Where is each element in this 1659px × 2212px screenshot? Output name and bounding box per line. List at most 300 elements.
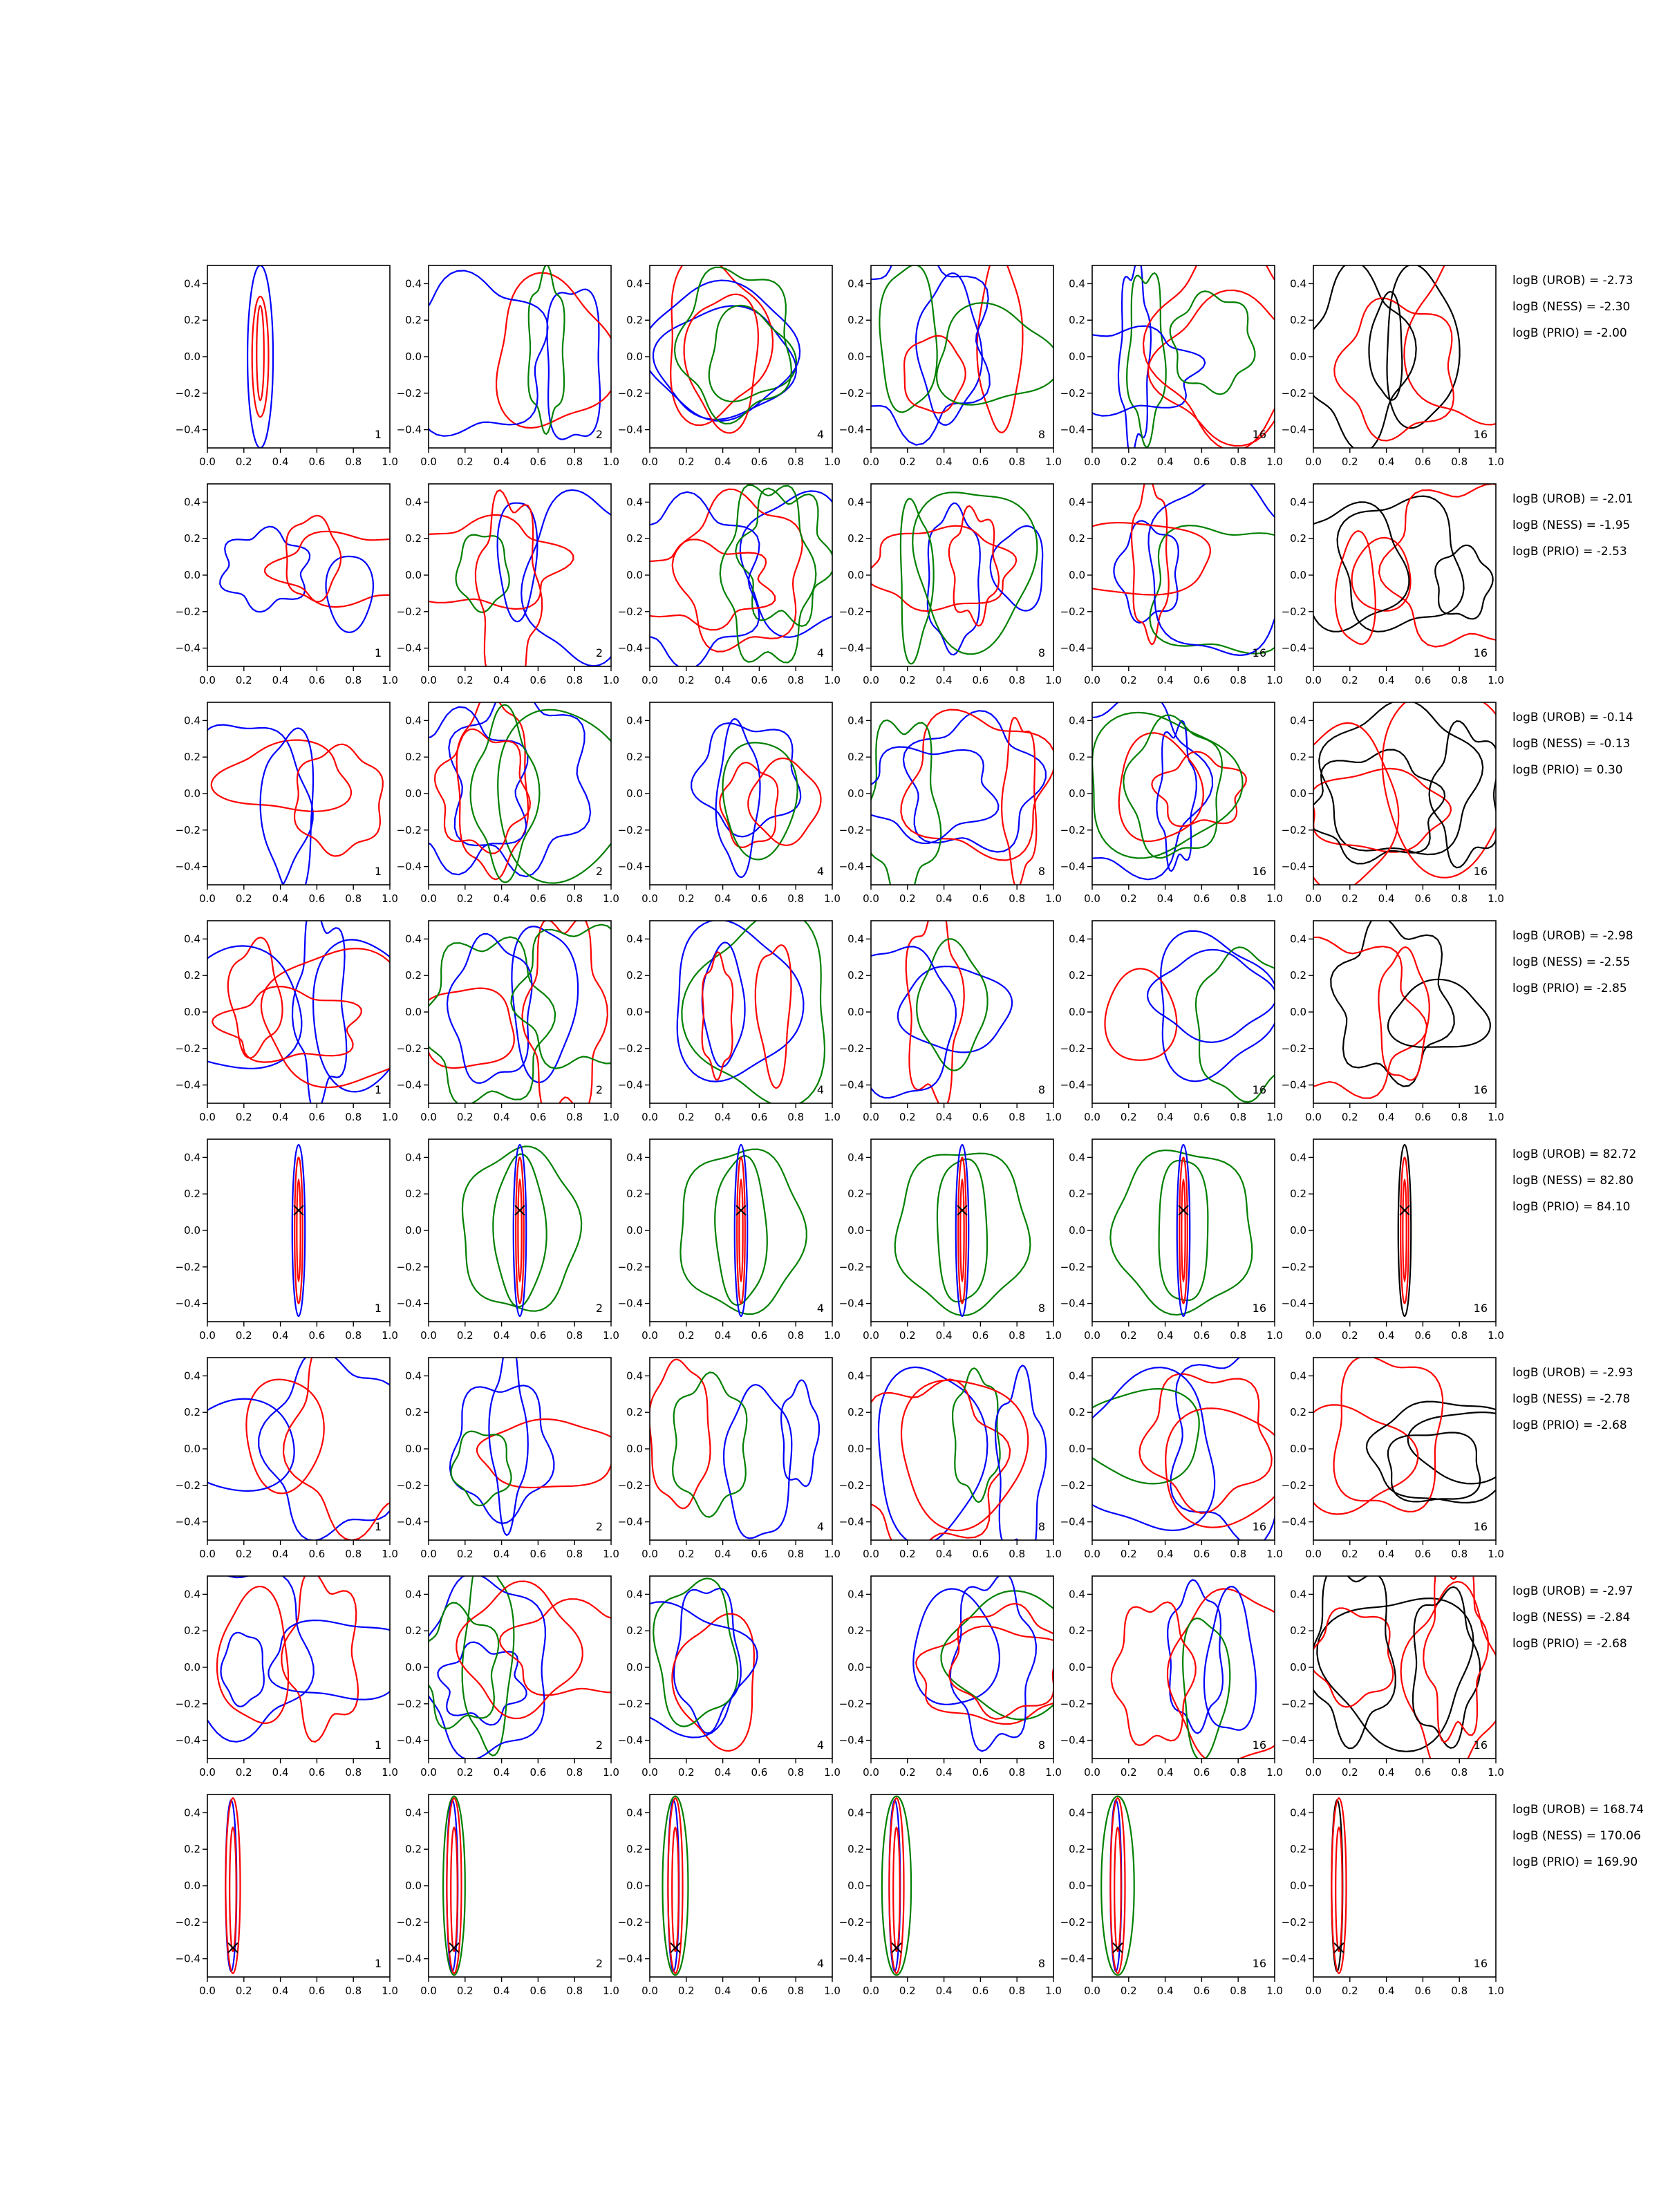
log-bayes-factor-label: logB (PRIO) = -2.68 (1512, 1418, 1627, 1432)
x-tick-label: 0.4 (1156, 1548, 1174, 1560)
x-tick-label: 0.2 (677, 1111, 695, 1123)
contour-green (653, 1578, 738, 1726)
log-bayes-factor-label: logB (UROB) = -2.97 (1512, 1584, 1633, 1598)
y-tick-label: 0.4 (405, 1369, 422, 1382)
panel-r3-c1 (170, 702, 398, 905)
y-tick-label: −0.2 (1060, 1697, 1085, 1710)
panel-label: 16 (1252, 1957, 1266, 1970)
y-tick-label: −0.2 (1281, 1915, 1306, 1929)
x-tick-label: 0.6 (972, 674, 989, 686)
x-tick-label: 0.0 (1305, 1111, 1322, 1123)
x-tick-label: 0.4 (272, 1548, 289, 1560)
y-tick-label: 0.0 (626, 1443, 643, 1455)
y-tick-label: −0.2 (838, 823, 864, 836)
x-tick-label: 0.8 (1009, 456, 1026, 468)
panel-label: 1 (374, 1957, 382, 1970)
panel-r4-c1 (166, 906, 422, 1123)
panel-label: 16 (1252, 428, 1266, 441)
panel-label: 2 (595, 1957, 603, 1970)
x-tick-label: 0.8 (787, 892, 805, 905)
panel-r4-c2 (397, 918, 646, 1123)
panel-r8-c5 (1060, 1794, 1283, 1997)
contour-black (1387, 265, 1460, 429)
x-tick-label: 0.2 (456, 1329, 474, 1342)
x-tick-label: 0.8 (345, 456, 362, 468)
panel-r4-c6 (1252, 917, 1504, 1123)
y-tick-label: 0.0 (184, 787, 200, 800)
y-tick-label: −0.2 (1060, 605, 1085, 618)
x-tick-label: 0.6 (529, 456, 547, 468)
x-tick-label: 1.0 (603, 1111, 619, 1123)
y-tick-label: −0.2 (1281, 386, 1306, 400)
panel-r7-c6 (1282, 1559, 1506, 1779)
x-tick-label: 0.2 (677, 1985, 695, 1997)
y-tick-label: 0.2 (847, 751, 864, 764)
panel-label: 16 (1473, 1957, 1488, 1970)
y-tick-label: 0.2 (1290, 751, 1306, 764)
contour-red (265, 532, 428, 607)
x-tick-label: 1.0 (603, 892, 619, 905)
panel-r2-c6 (1282, 484, 1549, 686)
x-tick-label: 0.6 (751, 892, 768, 905)
x-tick-label: 0.6 (529, 892, 547, 905)
y-tick-label: 0.2 (1069, 532, 1085, 545)
log-bayes-factor-label: logB (PRIO) = 169.90 (1512, 1855, 1638, 1869)
y-tick-label: −0.2 (617, 1260, 643, 1273)
panel-r1-c5 (1042, 236, 1322, 468)
y-tick-label: 0.4 (1290, 1151, 1306, 1164)
y-tick-label: 0.4 (626, 1588, 643, 1601)
contour-lines (462, 1145, 581, 1316)
x-tick-label: 0.8 (1451, 1548, 1468, 1560)
contour-red (960, 1179, 964, 1282)
x-tick-label: 1.0 (1488, 674, 1504, 686)
x-tick-label: 0.6 (1414, 674, 1432, 686)
y-tick-label: 0.4 (626, 277, 643, 290)
plot-frame (207, 265, 390, 448)
log-bayes-factor-label: logB (NESS) = -1.95 (1512, 518, 1631, 532)
y-tick-label: 0.4 (1290, 1806, 1306, 1819)
x-tick-label: 1.0 (382, 1329, 398, 1342)
y-tick-label: 0.2 (1290, 1406, 1306, 1419)
y-tick-label: 0.0 (184, 1880, 200, 1892)
panel-r3-c6 (1282, 690, 1512, 905)
x-tick-label: 0.4 (1378, 1329, 1395, 1342)
x-tick-label: 0.8 (566, 1111, 583, 1123)
x-tick-label: 0.6 (1193, 1111, 1210, 1123)
y-tick-label: 0.2 (626, 1406, 643, 1419)
y-tick-label: −0.4 (1281, 1952, 1306, 1965)
x-tick-label: 0.8 (1009, 1548, 1026, 1560)
x-tick-label: 0.6 (529, 1111, 547, 1123)
panel-label: 8 (1038, 865, 1045, 878)
y-tick-label: 0.0 (184, 569, 200, 581)
y-tick-label: −0.2 (838, 605, 864, 618)
x-tick-label: 0.6 (308, 892, 326, 905)
contour-red (1139, 1374, 1271, 1513)
y-tick-label: 0.0 (1069, 787, 1085, 800)
x-tick-label: 1.0 (1045, 892, 1062, 905)
y-tick-label: 0.0 (405, 787, 422, 800)
x-tick-label: 0.6 (1414, 892, 1432, 905)
contour-lines (1398, 1145, 1411, 1316)
x-tick-label: 0.4 (272, 1766, 289, 1779)
contour-lines (418, 1553, 651, 1760)
y-tick-label: 0.2 (1290, 1843, 1306, 1856)
x-tick-label: 0.8 (345, 674, 362, 686)
contour-lines (913, 1573, 1094, 1752)
y-tick-label: 0.2 (405, 969, 422, 982)
contour-red (1168, 1589, 1295, 1764)
x-tick-label: 0.2 (677, 674, 695, 686)
contour-lines (1304, 1356, 1529, 1514)
y-tick-label: −0.2 (838, 1697, 864, 1710)
panel-label: 1 (374, 1520, 382, 1533)
x-tick-label: 0.0 (641, 1111, 658, 1123)
log-bayes-factor-label: logB (NESS) = -2.55 (1512, 955, 1631, 969)
contour-green (865, 720, 941, 910)
plot-frame (650, 921, 832, 1103)
y-tick-label: 0.0 (626, 787, 643, 800)
y-tick-label: 0.4 (847, 1369, 864, 1382)
panel-label: 16 (1252, 1738, 1266, 1752)
contour-lines (450, 1337, 619, 1535)
plot-frame (207, 921, 390, 1103)
x-tick-label: 0.8 (566, 1766, 583, 1779)
x-tick-label: 1.0 (382, 1111, 398, 1123)
y-tick-label: −0.4 (396, 1952, 422, 1965)
x-tick-label: 0.2 (235, 892, 252, 905)
panel-label: 2 (595, 428, 603, 441)
x-tick-label: 0.0 (1084, 1111, 1100, 1123)
x-tick-label: 0.0 (863, 892, 879, 905)
x-tick-label: 0.2 (1120, 892, 1137, 905)
y-tick-label: 0.4 (1290, 1588, 1306, 1601)
y-tick-label: 0.2 (1290, 314, 1306, 327)
x-tick-label: 0.8 (1230, 1985, 1247, 1997)
contour-red (901, 710, 1055, 861)
contour-red (451, 1828, 458, 1952)
panel-r1-c4 (839, 238, 1062, 468)
y-tick-label: 0.0 (1290, 787, 1306, 800)
x-tick-label: 0.4 (714, 1985, 731, 1997)
x-tick-label: 0.8 (1451, 1329, 1468, 1342)
log-bayes-factor-label: logB (UROB) = -2.73 (1512, 274, 1633, 288)
panel-label: 2 (595, 1738, 603, 1752)
y-tick-label: −0.4 (396, 860, 422, 873)
y-tick-label: 0.4 (1069, 277, 1085, 290)
y-tick-label: 0.4 (847, 1151, 864, 1164)
contour-blue (261, 729, 313, 900)
x-tick-label: 0.0 (1084, 1329, 1100, 1342)
contour-lines (166, 906, 422, 1113)
y-tick-label: 0.0 (1069, 569, 1085, 581)
contour-black (1331, 917, 1454, 1087)
contour-lines (170, 725, 383, 900)
x-tick-label: 0.0 (641, 674, 658, 686)
x-tick-label: 0.4 (935, 1548, 953, 1560)
y-tick-label: 0.2 (405, 751, 422, 764)
x-tick-label: 0.0 (641, 1329, 658, 1342)
y-tick-label: 0.0 (1069, 1006, 1085, 1018)
y-tick-label: 0.2 (184, 314, 200, 327)
y-tick-label: −0.4 (1060, 1952, 1085, 1965)
x-tick-label: 0.2 (899, 1766, 916, 1779)
y-tick-label: −0.4 (1060, 1078, 1085, 1091)
y-tick-label: −0.2 (1060, 823, 1085, 836)
y-tick-label: 0.0 (405, 1443, 422, 1455)
y-tick-label: 0.4 (847, 496, 864, 509)
x-tick-label: 0.0 (1084, 1766, 1100, 1779)
x-tick-label: 0.2 (1120, 1111, 1137, 1123)
y-tick-label: 0.0 (1290, 569, 1306, 581)
contour-blue (1168, 1580, 1223, 1734)
x-tick-label: 0.6 (972, 1548, 989, 1560)
contour-lines (649, 1360, 819, 1539)
x-tick-label: 0.8 (1230, 456, 1247, 468)
contour-blue (781, 1380, 819, 1487)
x-tick-label: 0.2 (456, 892, 474, 905)
x-tick-label: 0.6 (529, 1985, 547, 1997)
x-tick-label: 0.2 (1341, 1985, 1358, 1997)
y-tick-label: −0.2 (396, 1915, 422, 1929)
x-tick-label: 0.8 (1230, 1111, 1247, 1123)
x-tick-label: 1.0 (1045, 674, 1062, 686)
y-tick-label: 0.2 (1069, 314, 1085, 327)
y-tick-label: 0.4 (405, 932, 422, 946)
contour-blue (1161, 931, 1280, 1082)
contour-black (1309, 1568, 1396, 1748)
x-tick-label: 0.8 (1009, 1766, 1026, 1779)
y-tick-label: 0.2 (405, 314, 422, 327)
x-tick-label: 0.8 (1230, 1329, 1247, 1342)
x-tick-label: 0.8 (566, 456, 583, 468)
y-tick-label: 0.0 (1290, 1661, 1306, 1674)
contour-black (1306, 750, 1445, 864)
log-bayes-factor-label: logB (PRIO) = 84.10 (1512, 1200, 1631, 1214)
x-tick-label: 0.2 (456, 1548, 474, 1560)
x-tick-label: 0.8 (1451, 1766, 1468, 1779)
panel-r4-c3 (618, 910, 841, 1123)
y-tick-label: 0.0 (184, 1224, 200, 1237)
contour-red (261, 948, 422, 1087)
contour-blue (950, 1573, 1036, 1752)
y-tick-label: −0.4 (838, 1297, 864, 1310)
x-tick-label: 1.0 (1488, 1548, 1504, 1560)
contour-green (735, 489, 834, 626)
contour-black (1388, 1432, 1480, 1501)
x-tick-label: 1.0 (1266, 1548, 1283, 1560)
x-tick-label: 0.0 (420, 1766, 437, 1779)
x-tick-label: 0.2 (899, 1548, 916, 1560)
log-bayes-factor-label: logB (UROB) = 82.72 (1512, 1147, 1637, 1161)
contour-blue (702, 942, 745, 1067)
contour-blue (268, 1620, 410, 1700)
panel-r7-c2 (397, 1553, 651, 1779)
x-tick-label: 1.0 (603, 674, 619, 686)
y-tick-label: −0.4 (1060, 860, 1085, 873)
y-tick-label: 0.4 (184, 277, 200, 290)
contour-blue (677, 920, 804, 1082)
contour-blue (418, 1573, 545, 1759)
panel-label: 4 (816, 865, 824, 878)
log-bayes-factor-label: logB (NESS) = 170.06 (1512, 1829, 1641, 1843)
plot-frame (1092, 1358, 1275, 1540)
y-tick-label: −0.4 (396, 423, 422, 436)
panel-label: 1 (374, 428, 382, 441)
y-tick-label: −0.4 (617, 641, 643, 655)
y-tick-label: 0.2 (184, 1188, 200, 1201)
x-tick-label: 0.8 (787, 1548, 805, 1560)
y-tick-label: 0.2 (1069, 969, 1085, 982)
y-tick-label: −0.4 (1060, 1515, 1085, 1528)
x-tick-label: 0.8 (345, 892, 362, 905)
contour-red (1114, 1828, 1121, 1952)
x-tick-label: 0.4 (493, 1329, 510, 1342)
x-tick-label: 1.0 (603, 456, 619, 468)
log-bayes-factor-label: logB (NESS) = -0.13 (1512, 737, 1631, 751)
y-tick-label: −0.4 (175, 1297, 200, 1310)
x-tick-label: 0.0 (199, 456, 216, 468)
x-tick-label: 0.4 (272, 1111, 289, 1123)
y-tick-label: −0.2 (396, 1260, 422, 1273)
y-tick-label: 0.0 (847, 1880, 864, 1892)
y-tick-label: 0.2 (626, 751, 643, 764)
x-tick-label: 0.0 (1084, 674, 1100, 686)
x-tick-label: 0.4 (493, 892, 510, 905)
x-tick-label: 0.0 (1305, 674, 1322, 686)
x-tick-label: 1.0 (1488, 1985, 1504, 1997)
panel-r5-c2 (397, 1139, 619, 1342)
x-tick-label: 0.8 (566, 1548, 583, 1560)
y-tick-label: −0.4 (1060, 1734, 1085, 1747)
x-tick-label: 0.6 (308, 456, 326, 468)
contour-blue (447, 934, 532, 1083)
x-tick-label: 0.4 (714, 1329, 731, 1342)
panel-r1-c2 (390, 265, 619, 468)
x-tick-label: 0.6 (1414, 1985, 1432, 1997)
x-tick-label: 0.0 (1305, 1329, 1322, 1342)
x-tick-label: 1.0 (1266, 892, 1283, 905)
x-tick-label: 0.0 (420, 1111, 437, 1123)
plot-frame (1313, 1576, 1496, 1759)
x-tick-label: 0.4 (714, 1548, 731, 1560)
plot-frame (1313, 1358, 1496, 1540)
x-tick-label: 0.4 (493, 1548, 510, 1560)
x-tick-label: 0.4 (1378, 1548, 1395, 1560)
x-tick-label: 0.4 (714, 456, 731, 468)
y-tick-label: −0.4 (838, 860, 864, 873)
x-tick-label: 0.0 (641, 456, 658, 468)
x-tick-label: 0.8 (1009, 892, 1026, 905)
y-tick-label: −0.2 (396, 1697, 422, 1710)
x-tick-label: 1.0 (1045, 1111, 1062, 1123)
y-tick-label: 0.4 (405, 714, 422, 727)
x-tick-label: 0.4 (272, 1985, 289, 1997)
x-tick-label: 1.0 (1266, 1766, 1283, 1779)
x-tick-label: 1.0 (1266, 456, 1283, 468)
x-tick-label: 0.0 (199, 1111, 216, 1123)
contour-lines (842, 238, 1060, 445)
y-tick-label: 0.0 (405, 1006, 422, 1018)
y-tick-label: 0.0 (1069, 350, 1085, 363)
y-tick-label: 0.0 (184, 1006, 200, 1018)
x-tick-label: 1.0 (1266, 674, 1283, 686)
contour-red (523, 918, 608, 1112)
contour-green (498, 710, 629, 883)
y-tick-label: −0.2 (175, 1042, 200, 1055)
plot-frame (650, 484, 832, 666)
y-tick-label: −0.2 (617, 1042, 643, 1055)
panel-r8-c2 (397, 1794, 619, 1997)
y-tick-label: −0.2 (1281, 1260, 1306, 1273)
x-tick-label: 0.0 (863, 1766, 879, 1779)
x-tick-label: 0.2 (1341, 892, 1358, 905)
panel-r5-c3 (618, 1139, 841, 1342)
contour-green (912, 492, 1037, 654)
panel-label: 4 (816, 1520, 824, 1533)
y-tick-label: −0.2 (1281, 1479, 1306, 1492)
x-tick-label: 0.6 (1193, 892, 1210, 905)
contour-green (462, 1553, 514, 1756)
y-tick-label: 0.0 (405, 1661, 422, 1674)
x-tick-label: 0.2 (456, 456, 474, 468)
panel-label: 8 (1038, 1957, 1045, 1970)
contour-red (1335, 531, 1376, 644)
x-tick-label: 0.0 (863, 1329, 879, 1342)
x-tick-label: 0.2 (235, 456, 252, 468)
y-tick-label: −0.4 (617, 1734, 643, 1747)
contour-black (1408, 1412, 1521, 1483)
y-tick-label: −0.4 (1281, 1734, 1306, 1747)
panel-label: 1 (374, 1083, 382, 1096)
x-tick-label: 0.0 (199, 1329, 216, 1342)
contour-green (471, 705, 540, 883)
y-tick-label: 0.0 (847, 1224, 864, 1237)
x-tick-label: 0.4 (935, 1985, 953, 1997)
contour-green (895, 1154, 1031, 1316)
x-tick-label: 0.8 (566, 1985, 583, 1997)
x-tick-label: 0.6 (1193, 674, 1210, 686)
x-tick-label: 1.0 (1488, 892, 1504, 905)
contour-red (286, 516, 341, 602)
y-tick-label: −0.2 (1060, 1479, 1085, 1492)
x-tick-label: 0.6 (751, 674, 768, 686)
x-tick-label: 0.4 (493, 1985, 510, 1997)
x-tick-label: 0.0 (199, 674, 216, 686)
x-tick-label: 0.0 (420, 674, 437, 686)
panel-label: 8 (1038, 1302, 1045, 1315)
x-tick-label: 0.8 (1451, 1985, 1468, 1997)
y-tick-label: −0.4 (1281, 1297, 1306, 1310)
contour-black (1369, 292, 1403, 400)
panel-r2-c2 (397, 484, 645, 690)
y-tick-label: 0.2 (184, 1843, 200, 1856)
x-tick-label: 1.0 (382, 1985, 398, 1997)
x-tick-label: 1.0 (603, 1548, 619, 1560)
x-tick-label: 0.2 (235, 1548, 252, 1560)
x-tick-label: 0.2 (1120, 1548, 1137, 1560)
panel-label: 8 (1038, 428, 1045, 441)
contour-lines (857, 710, 1056, 910)
panel-r8-c4 (839, 1794, 1062, 1997)
x-tick-label: 0.8 (1009, 1329, 1026, 1342)
panel-r2-c5 (1060, 474, 1298, 686)
x-tick-label: 1.0 (1045, 1985, 1062, 1997)
x-tick-label: 1.0 (382, 892, 398, 905)
contour-green (715, 1156, 767, 1305)
x-tick-label: 1.0 (1488, 1329, 1504, 1342)
